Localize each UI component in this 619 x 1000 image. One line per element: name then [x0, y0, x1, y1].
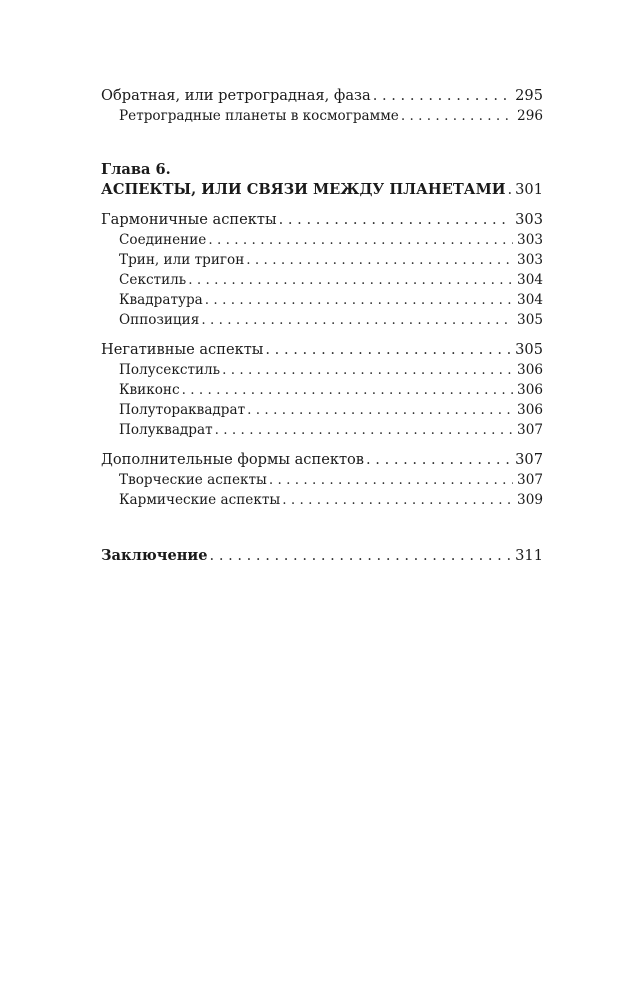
toc-entry-title: Творческие аспекты	[119, 472, 267, 488]
toc-entry-title: Кармические аспекты	[119, 492, 281, 508]
toc-page-number: 304	[517, 292, 543, 308]
toc-entry-additional-aspects	[101, 450, 543, 470]
toc-page-number: 295	[515, 87, 543, 104]
toc-leader-dots	[208, 230, 513, 250]
toc-entry-title: Квиконс	[119, 382, 180, 398]
toc-subentry	[101, 230, 543, 250]
toc-leader-dots	[265, 340, 511, 360]
toc-leader-dots	[279, 210, 512, 230]
toc-page-number: 303	[515, 211, 543, 228]
toc-entry-title: Секстиль	[119, 272, 187, 288]
toc-subentry	[101, 380, 543, 400]
toc-subentry	[101, 400, 543, 420]
toc-entry-title: Заключение	[101, 547, 208, 564]
toc-page-number: 306	[517, 402, 543, 418]
toc-leader-dots	[188, 270, 513, 290]
toc-leader-dots	[366, 450, 511, 470]
table-of-contents	[101, 86, 543, 566]
toc-page-number: 305	[517, 312, 543, 328]
toc-leader-dots	[246, 250, 513, 270]
toc-entry-harmonic-aspects	[101, 210, 543, 230]
toc-leader-dots	[201, 310, 513, 330]
toc-entry-conclusion	[101, 546, 543, 566]
toc-page-number: 311	[515, 547, 543, 564]
toc-page-number: 307	[517, 472, 543, 488]
toc-chapter-title	[101, 180, 543, 200]
spacer	[101, 200, 543, 210]
toc-leader-dots	[210, 546, 512, 566]
toc-entry-title: Негативные аспекты	[101, 341, 264, 358]
toc-leader-dots	[215, 420, 513, 440]
spacer	[101, 330, 543, 340]
toc-page-number: 306	[517, 382, 543, 398]
toc-subentry	[101, 420, 543, 440]
toc-leader-dots	[182, 380, 513, 400]
toc-leader-dots	[222, 360, 513, 380]
toc-subentry	[101, 290, 543, 310]
toc-entry-title: Квадратура	[119, 292, 203, 308]
spacer	[101, 126, 543, 160]
toc-page-number: 304	[517, 272, 543, 288]
toc-entry-title: Оппозиция	[119, 312, 200, 328]
toc-subentry	[101, 360, 543, 380]
spacer	[101, 440, 543, 450]
toc-leader-dots	[247, 400, 513, 420]
toc-page-number: 307	[517, 422, 543, 438]
toc-page-number: 309	[517, 492, 543, 508]
toc-subentry	[101, 470, 543, 490]
toc-page-number: 305	[515, 341, 543, 358]
toc-page-number: 306	[517, 362, 543, 378]
toc-leader-dots	[205, 290, 513, 310]
toc-entry-title: Трин, или тригон	[119, 252, 245, 268]
toc-entry-title: Обратная, или ретроградная, фаза	[101, 87, 371, 104]
toc-leader-dots	[401, 106, 513, 126]
toc-page-number: 296	[517, 108, 543, 124]
toc-page-number: 303	[517, 252, 543, 268]
toc-entry-title: Гармоничные аспекты	[101, 211, 277, 228]
toc-entry-title: Ретроградные планеты в космограмме	[119, 108, 399, 124]
toc-subentry	[101, 250, 543, 270]
toc-subentry	[101, 270, 543, 290]
toc-entry-title: Полуквадрат	[119, 422, 213, 438]
toc-leader-dots	[282, 490, 513, 510]
toc-entry-title: Соединение	[119, 232, 207, 248]
toc-subentry	[101, 490, 543, 510]
toc-page-number: 301	[515, 181, 543, 198]
toc-entry-retrograde-phase	[101, 86, 543, 106]
toc-entry-title: Полусекстиль	[119, 362, 221, 378]
toc-page-number: 307	[515, 451, 543, 468]
toc-leader-dots	[508, 180, 512, 200]
toc-entry-title: АСПЕКТЫ, ИЛИ СВЯЗИ МЕЖДУ ПЛАНЕТАМИ	[101, 181, 506, 198]
toc-subentry-retrograde-planets	[101, 106, 543, 126]
chapter-label: Глава 6.	[101, 161, 171, 178]
toc-leader-dots	[373, 86, 511, 106]
toc-entry-title: Полутораквадрат	[119, 402, 246, 418]
toc-subentry	[101, 310, 543, 330]
spacer	[101, 510, 543, 546]
toc-entry-title: Дополнительные формы аспектов	[101, 451, 365, 468]
toc-page-number: 303	[517, 232, 543, 248]
toc-entry-negative-aspects	[101, 340, 543, 360]
toc-leader-dots	[269, 470, 513, 490]
